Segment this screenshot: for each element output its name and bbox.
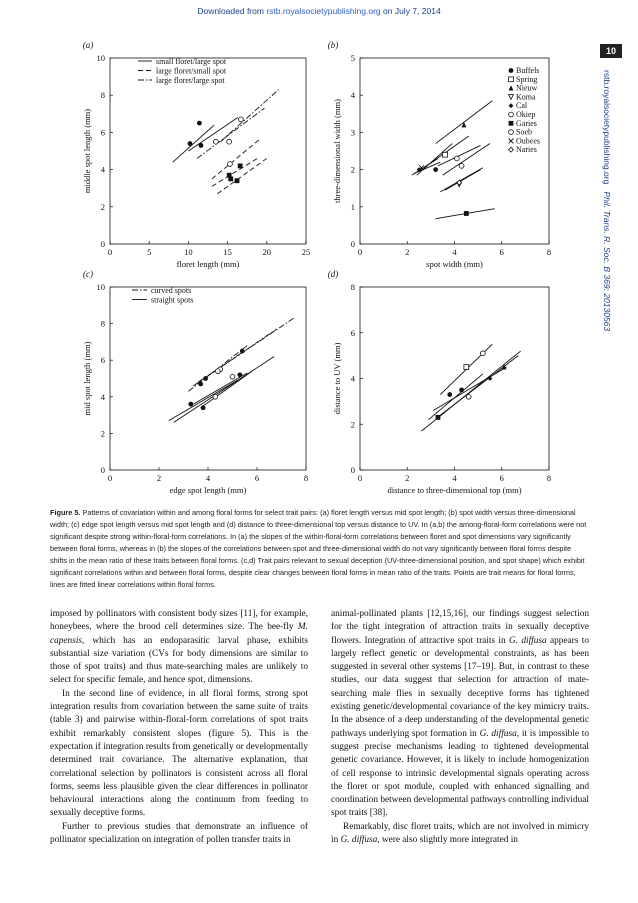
data-point — [454, 156, 459, 161]
data-point — [197, 121, 202, 126]
y-tick-label: 0 — [100, 465, 105, 475]
caption-label: Figure 5. — [50, 508, 81, 517]
legend-label: large floret/small spot — [156, 66, 227, 76]
page-number: 10 — [600, 44, 622, 58]
x-axis-label: distance to three-dimensional top (mm) — [387, 485, 522, 495]
data-point — [199, 143, 204, 148]
data-point — [509, 112, 514, 117]
data-point — [201, 405, 206, 410]
data-point — [235, 178, 240, 183]
legend-label: small floret/large spot — [156, 57, 227, 66]
x-axis-label: edge spot length (mm) — [169, 485, 247, 495]
y-tick-label: 2 — [350, 164, 355, 175]
x-tick-label: 2 — [156, 473, 162, 483]
y-tick-label: 2 — [100, 201, 105, 212]
x-tick-label: 25 — [301, 247, 311, 257]
fit-line — [173, 125, 215, 162]
y-tick-label: 4 — [100, 391, 105, 402]
data-point — [227, 139, 232, 144]
x-tick-label: 6 — [499, 473, 504, 483]
data-point — [188, 141, 193, 146]
data-point — [238, 163, 243, 168]
y-axis-label: three-dimensional width (mm) — [332, 99, 342, 203]
data-point — [464, 211, 469, 216]
fit-line — [440, 356, 518, 415]
y-tick-label: 8 — [100, 318, 105, 329]
data-point — [509, 103, 514, 108]
y-tick-label: 8 — [350, 282, 355, 292]
x-axis-label: spot width (mm) — [426, 259, 483, 269]
fit-line — [198, 329, 276, 382]
y-tick-label: 0 — [350, 465, 355, 475]
fit-line — [443, 144, 490, 176]
x-tick-label: 6 — [499, 247, 504, 257]
y-tick-label: 6 — [100, 127, 105, 138]
caption-text: Patterns of covariation within and among floral forms for select trait pairs: (a) floret length versus mid spot length; (b) spot width versus three-dimensional width; (c) edge spot length versus mid spot length and (d) distance to three-dimensional top versus distance to UV. In (a,b) the among-floral-form correlations were not significant despite strong within-floral-form correlations. In (a) the slopes of the within-floral-form correlations between floret and spot dimensions vary significantly between floral forms, whereas in (b) the slopes of the correlations between spot and three-dimensional width do not vary significantly between floral forms despite shifts in the mean ratio of these traits between floral forms. (c,d) Trait pairs relevant to sexual deception (UV-three-dimensional position, and spot shape) which exhibit significant correlations within and between floral forms, despite clear changes between floral forms in mean ratio of the traits. Points are trait means for floral forms, lines are fitted linear correlations within floral forms. — [50, 508, 587, 589]
plot-frame — [110, 287, 306, 470]
legend-label: Garies — [516, 118, 537, 128]
data-point — [509, 130, 514, 135]
body-column-right — [331, 608, 589, 847]
y-tick-label: 8 — [100, 90, 105, 101]
data-point — [433, 167, 438, 172]
x-tick-label: 8 — [303, 473, 309, 483]
x-tick-label: 0 — [357, 247, 363, 257]
data-point — [459, 388, 464, 393]
data-point — [509, 85, 514, 90]
data-point — [509, 68, 514, 73]
y-tick-label: 3 — [350, 127, 355, 138]
data-point — [509, 147, 514, 152]
legend-label: Nieuw — [516, 83, 538, 93]
y-tick-label: 0 — [100, 239, 105, 249]
x-tick-label: 15 — [223, 247, 232, 257]
legend-label: Okiep — [516, 110, 536, 119]
paragraph: Remarkably, disc floret traits, which are not involved in mimicry in G. diffusa, were also slightly more integrated in — [331, 821, 589, 846]
data-point — [509, 121, 514, 126]
paragraph: imposed by pollinators with consistent body sizes [11], for example, honeybees, where the brood cell determines size. The bee-fly M. capensis, which has an endoparasitic larval phase, exhibits substantial size variation (CVs for body dimensions are similar to those of spot traits) and thus mate-searching males are unlikely to select for specific female, and hence spot, dimensions. — [50, 609, 308, 686]
legend-label: large floret/large spot — [156, 76, 225, 85]
fit-line — [221, 90, 279, 142]
legend-label: Spring — [516, 74, 538, 84]
y-axis-label: mid spot length (mm) — [82, 341, 92, 416]
plot-frame — [360, 287, 549, 470]
paragraph: Further to previous studies that demonstrate an influence of pollinator specialization on integration of pollen transfer traits in — [50, 821, 308, 846]
legend-label: Koma — [516, 92, 536, 102]
fit-line — [169, 380, 238, 420]
y-tick-label: 4 — [350, 373, 355, 384]
data-point — [228, 162, 233, 167]
legend-label: straight spots — [151, 295, 194, 305]
x-tick-label: 5 — [147, 247, 152, 257]
x-tick-label: 0 — [357, 473, 363, 483]
x-tick-label: 2 — [405, 473, 410, 483]
data-point — [464, 365, 469, 370]
data-point — [447, 392, 452, 397]
data-point — [466, 394, 471, 399]
y-tick-label: 2 — [100, 428, 105, 439]
x-tick-label: 0 — [107, 473, 113, 483]
legend-label: Buffels — [516, 66, 540, 75]
data-point — [188, 402, 193, 407]
x-tick-label: 6 — [254, 473, 260, 483]
data-point — [215, 369, 220, 374]
panel-label: (b) — [327, 40, 339, 50]
data-point — [459, 163, 464, 168]
paragraph: In the second line of evidence, in all floral forms, strong spot integration results from covariation between the same suite of traits (table 3) and pairwise within-floral-form correlations of spot traits exhibit remarkably consistent slopes (figure 5). This is the expectation if integration results from genetically or developmentally determined trait covariance. The alternative explanation, that correlational selection by pollinators is consistent across all floral forms, seems less plausible given the clear differences in pollinator behavioural interactions along the continuum from feeding to sexually deceptive forms. — [50, 688, 308, 819]
y-tick-label: 10 — [96, 53, 105, 63]
journal-url[interactable]: rstb.royalsocietypublishing.org — [602, 70, 612, 185]
x-tick-label: 8 — [546, 247, 552, 257]
legend-label: curved spots — [151, 286, 192, 295]
legend-label: Soeb — [516, 127, 532, 137]
fit-line — [201, 371, 252, 408]
data-point — [509, 95, 514, 100]
y-tick-label: 0 — [350, 239, 355, 249]
panel-label: (d) — [327, 269, 339, 279]
fit-line — [174, 357, 274, 423]
data-point — [227, 173, 232, 178]
panel-label: (c) — [83, 269, 93, 279]
y-tick-label: 10 — [96, 282, 105, 292]
download-suffix: on July 7, 2014 — [380, 6, 441, 16]
data-point — [509, 77, 514, 82]
panel-label: (a) — [82, 40, 94, 50]
data-point — [213, 139, 218, 144]
journal-citation: Phil. Trans. R. Soc. B 369: 20130563 — [602, 191, 612, 332]
y-tick-label: 4 — [350, 90, 355, 101]
download-link[interactable]: rstb.royalsocietypublishing.org — [266, 6, 381, 16]
y-tick-label: 6 — [100, 355, 105, 366]
legend-label: Naries — [516, 145, 537, 155]
fit-line — [212, 140, 259, 179]
fit-line — [445, 170, 480, 190]
data-point — [443, 152, 448, 157]
data-point — [203, 376, 208, 381]
data-point — [240, 349, 245, 354]
download-prefix: Downloaded from — [197, 6, 267, 16]
legend-label: Oubees — [516, 136, 540, 146]
fit-line — [429, 374, 483, 420]
fit-line — [193, 373, 247, 404]
data-point — [213, 394, 218, 399]
x-tick-label: 20 — [262, 247, 272, 257]
x-tick-label: 4 — [452, 247, 457, 257]
x-axis-label: floret length (mm) — [176, 259, 240, 269]
y-tick-label: 6 — [350, 327, 355, 338]
legend-label: Cal — [516, 101, 528, 111]
figure-caption — [50, 507, 590, 591]
x-tick-label: 0 — [107, 247, 113, 257]
y-tick-label: 2 — [350, 419, 355, 430]
data-point — [198, 382, 203, 387]
x-tick-label: 4 — [452, 473, 457, 483]
y-axis-label: distance to UV (mm) — [332, 342, 342, 415]
data-point — [230, 374, 235, 379]
y-tick-label: 1 — [350, 201, 355, 212]
fit-line — [433, 367, 506, 410]
paragraph: animal-pollinated plants [12,15,16], our findings suggest selection for the tight integration of attraction traits in sexually deceptive flowers. Integration of attractive spot traits in G. diffusa appears to largely reflect genetic or developmental constraints, as has been suggested in several other systems [17–19]. But, in contrast to these studies, our data suggest that selection for attraction of mate-searching male flies in sexually deceptive forms has tightened existing genetic/developmental covariance of the key mimicry traits. In the absence of a deep understanding of the developmental genetic pathways underlying spot formation in G. diffusa, it is impossible to suggest precise mechanisms leading to tightened developmental genetic covariance. However, it is likely to include homogenization of cell response to intrinsic developmental signals operating across the floret or spot module, coupled with enhanced signalling and coordination between developmental pathways controlling individual spot traits [38]. — [331, 609, 589, 819]
fit-line — [197, 108, 264, 158]
data-point — [509, 139, 514, 144]
y-tick-label: 4 — [100, 164, 105, 175]
x-tick-label: 4 — [205, 473, 211, 483]
data-point — [239, 117, 244, 122]
fit-line — [440, 168, 483, 192]
y-axis-label: middle spot length (mm) — [82, 108, 92, 194]
body-column-left — [50, 608, 308, 847]
data-point — [237, 372, 242, 377]
data-point — [436, 415, 441, 420]
x-tick-label: 2 — [405, 247, 410, 257]
x-tick-label: 10 — [184, 247, 193, 257]
data-point — [462, 122, 467, 127]
x-tick-label: 8 — [546, 473, 552, 483]
y-tick-label: 5 — [350, 53, 355, 63]
plot-frame — [110, 58, 306, 244]
data-point — [480, 351, 485, 356]
